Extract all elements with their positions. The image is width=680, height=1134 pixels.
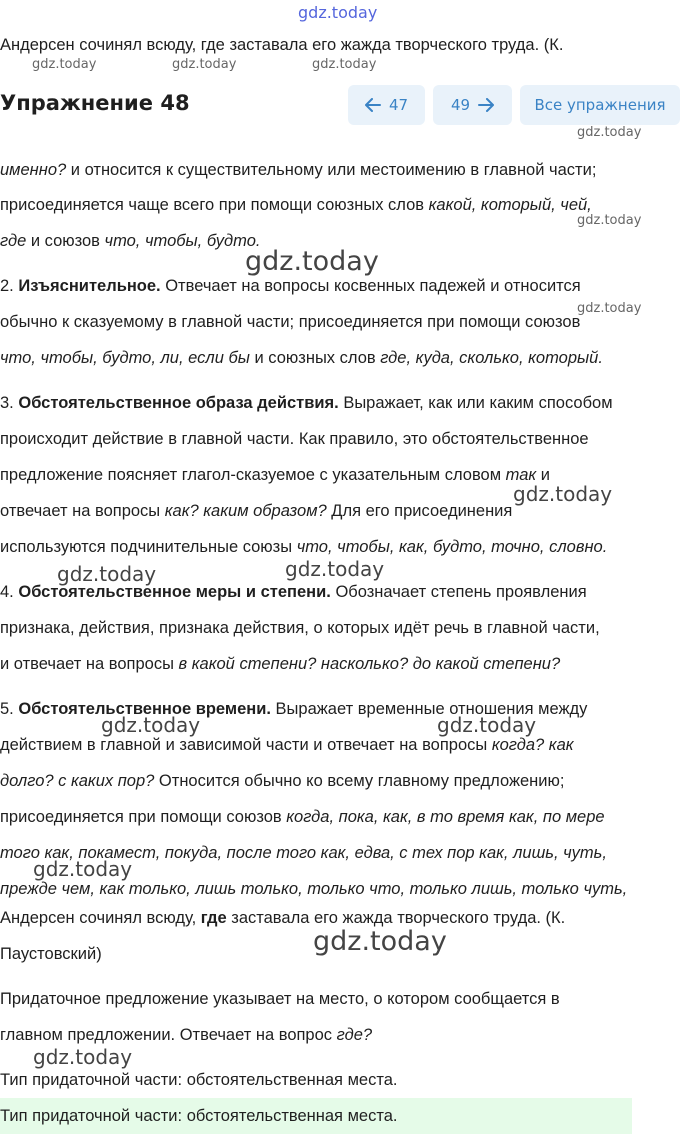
bold-term: Обстоятельственное образа действия. [18, 394, 339, 412]
bold-term: где [200, 909, 227, 927]
text-span: 2. [0, 277, 19, 295]
text-span: действием в главной и зависимой части и отвечает на вопросы [0, 736, 492, 754]
text-line [0, 699, 587, 719]
text-span: Для его присоединения [326, 502, 513, 520]
watermark: gdz.today [33, 1045, 133, 1069]
text-line [0, 989, 560, 1009]
text-line [0, 231, 260, 251]
text-line [0, 465, 550, 485]
bold-term: Обстоятельственное меры и степени. [18, 583, 331, 601]
text-span: отвечает на вопросы [0, 502, 165, 520]
text-line [0, 276, 581, 296]
text-line [0, 501, 512, 521]
arrow-left-icon [365, 98, 381, 112]
italic-term: именно? [0, 161, 67, 179]
watermark: gdz.today [513, 482, 613, 506]
watermark: gdz.today [437, 713, 537, 737]
watermark: gdz.today [313, 926, 447, 957]
text-line: Андерсен сочинял всюду, где заставала его жажда творческого труда. (К. [0, 36, 564, 54]
next-exercise-label: 49 [450, 96, 471, 114]
text-span: присоединяется при помощи союзов [0, 808, 287, 826]
italic-term: когда? как [491, 736, 574, 754]
text-line [0, 807, 605, 827]
italic-term: где [0, 232, 27, 250]
text-line [0, 429, 589, 449]
italic-term: как? каким образом? [164, 502, 327, 520]
text-span: главном предложении. Отвечает на вопрос [0, 1026, 337, 1044]
text-line [0, 735, 574, 755]
text-span: и [536, 466, 550, 484]
italic-term: где? [336, 1026, 373, 1044]
text-span: и отвечает на вопросы [0, 655, 179, 673]
text-line [0, 908, 565, 928]
text-line [0, 1025, 372, 1045]
text-span: и союзов [26, 232, 105, 250]
text-span: обычно к сказуемому в главной части; присоединяется при помощи союзов [0, 313, 581, 331]
watermark: gdz.today [57, 562, 157, 586]
bold-term: Обстоятельственное времени. [18, 700, 271, 718]
text-line [0, 348, 603, 368]
watermark: gdz.today [32, 57, 97, 72]
text-span: и относится к существительному или местоимению в главной части; [66, 161, 597, 179]
text-span: Тип придаточной части: обстоятельственная места. [0, 1071, 398, 1089]
text-span: Отвечает на вопросы косвенных падежей и относится [160, 277, 581, 295]
watermark: gdz.today [285, 557, 385, 581]
text-span: Относится обычно ко всему главному предложению; [154, 772, 565, 790]
text-line [0, 618, 600, 638]
text-span: Паустовский) [0, 945, 102, 963]
text-span: Выражает временные отношения между [270, 700, 588, 718]
text-line [0, 771, 564, 791]
next-exercise-button[interactable] [433, 85, 512, 125]
watermark: gdz.today [577, 301, 642, 316]
watermark: gdz.today [245, 246, 379, 277]
text-span: используются подчинительные союзы [0, 538, 297, 556]
text-line [0, 195, 592, 215]
watermark: gdz.today [101, 713, 201, 737]
bold-term: Изъяснительное. [18, 277, 161, 295]
text-line [0, 843, 607, 863]
italic-term: что, чтобы, как, будто, точно, словно. [296, 538, 608, 556]
text-span: Андерсен сочинял всюду, [0, 909, 201, 927]
italic-term: прежде чем, как только, лишь только, только что, только лишь, только чуть, [0, 880, 628, 898]
all-exercises-label: Все упражнения [534, 96, 666, 114]
watermark: gdz.today [172, 57, 237, 72]
italic-term: в какой степени? насколько? до какой степени? [178, 655, 561, 673]
text-span: предложение поясняет глагол-сказуемое с указательным словом [0, 466, 506, 484]
text-line [0, 654, 560, 674]
italic-term: что, чтобы, будто, ли, если бы [0, 349, 250, 367]
watermark: gdz.today [312, 57, 377, 72]
text-span: 4. [0, 583, 19, 601]
watermark: gdz.today [33, 857, 133, 881]
text-span: присоединяется чаще всего при помощи союзных слов [0, 196, 429, 214]
text-span: и союзных слов [249, 349, 381, 367]
text-line [0, 1070, 397, 1090]
answer-line [0, 1106, 397, 1126]
watermark: gdz.today [298, 3, 378, 22]
text-span: признака, действия, признака действия, о которых идёт речь в главной части, [0, 619, 600, 637]
text-span: Обозначает степень проявления [330, 583, 587, 601]
prev-exercise-label: 47 [388, 96, 409, 114]
page-title: Упражнение 48 [0, 91, 190, 115]
text-line [0, 582, 587, 602]
italic-term: что, чтобы, будто. [104, 232, 261, 250]
text-span: заставала его жажда творческого труда. (К. [226, 909, 566, 927]
italic-term: долго? с каких пор? [0, 772, 155, 790]
text-span: происходит действие в главной части. Как правило, это обстоятельственное [0, 430, 589, 448]
arrow-right-icon [478, 98, 494, 112]
text-line [0, 944, 102, 964]
italic-term: того как, покамест, покуда, после того как, едва, с тех пор как, лишь, чуть, [0, 844, 607, 862]
watermark: gdz.today [577, 213, 642, 228]
all-exercises-button[interactable] [520, 85, 680, 125]
text-line [0, 160, 596, 180]
answer-text: Тип придаточной части: обстоятельственная места. [0, 1107, 398, 1125]
text-span: Выражает, как или каким способом [338, 394, 613, 412]
text-span: 5. [0, 700, 19, 718]
text-line [0, 537, 607, 557]
text-line [0, 393, 613, 413]
text-line [0, 312, 580, 332]
text-span: 3. [0, 394, 19, 412]
prev-exercise-button[interactable] [348, 85, 425, 125]
italic-term: какой, который, чей, [428, 196, 592, 214]
watermark: gdz.today [577, 125, 642, 140]
text-line [0, 879, 627, 899]
text-span: Придаточное предложение указывает на место, о котором сообщается в [0, 990, 560, 1008]
italic-term: когда, пока, как, в то время как, по мере [286, 808, 605, 826]
italic-term: где, куда, сколько, который. [380, 349, 603, 367]
italic-term: так [505, 466, 537, 484]
